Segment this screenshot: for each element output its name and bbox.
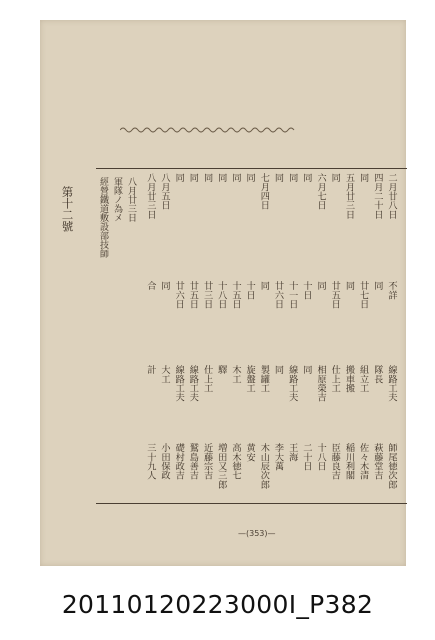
caption-2: 軍隊ノ為メ bbox=[112, 177, 122, 222]
entry-column bbox=[245, 169, 259, 503]
entry-date: 同 bbox=[329, 173, 341, 183]
entry-column bbox=[358, 169, 372, 503]
entry-column bbox=[302, 169, 316, 503]
entry-status: 同 bbox=[272, 365, 284, 375]
entry-column bbox=[217, 169, 231, 503]
entry-occupation: 組立工 bbox=[357, 365, 369, 393]
entry-column bbox=[160, 169, 174, 503]
total-label-1: 合 bbox=[144, 281, 156, 291]
entry-day: 十日 bbox=[244, 281, 256, 300]
entry-day: 十日 bbox=[300, 281, 312, 300]
entry-name: 萩藤堂吉 bbox=[371, 443, 383, 480]
entry-status: 同 bbox=[315, 281, 327, 291]
section-label: 第十二號 bbox=[60, 186, 75, 232]
entry-date: 同 bbox=[229, 173, 241, 183]
total-count: 三十九人 bbox=[144, 443, 156, 480]
entry-date: 同 bbox=[272, 173, 284, 183]
entry-date: 五月廿三日 bbox=[343, 173, 355, 219]
entry-status: 同 bbox=[343, 281, 355, 291]
entry-name: 礎村政吉 bbox=[173, 443, 185, 480]
entry-date: 六月七日 bbox=[315, 173, 327, 210]
entry-occupation: 線路工夫 bbox=[386, 365, 398, 402]
entry-date: 同 bbox=[357, 173, 369, 183]
entry-name: 木山辰次郎 bbox=[258, 443, 270, 489]
entry-date: 同 bbox=[201, 173, 213, 183]
entry-column bbox=[273, 169, 287, 503]
entry-occupation: 旋盤工 bbox=[244, 365, 256, 393]
entry-column bbox=[202, 169, 216, 503]
decorative-wavy-rule bbox=[120, 126, 298, 134]
entry-name: 臣藤良吉 bbox=[329, 443, 341, 480]
entry-date: 七月四日 bbox=[258, 173, 270, 210]
entry-date: 同 bbox=[187, 173, 199, 183]
entry-occupation: 製罐工 bbox=[258, 365, 270, 393]
entry-status: 同 bbox=[371, 281, 383, 291]
total-date: 八月廿三日 bbox=[144, 173, 156, 219]
entry-day: 廿三日 bbox=[201, 281, 213, 309]
entry-name: 稲川利閣 bbox=[343, 443, 355, 480]
total-column bbox=[146, 169, 160, 503]
entry-name: 黄安 bbox=[244, 443, 256, 462]
entry-date: 四月二十日 bbox=[371, 173, 383, 219]
entry-name: 佐々木清 bbox=[357, 443, 369, 480]
entry-column bbox=[330, 169, 344, 503]
entry-day: 廿五日 bbox=[329, 281, 341, 309]
entry-column bbox=[344, 169, 358, 503]
caption-1: 經營鐵道敷設部技師 bbox=[98, 177, 108, 258]
caption-3: 八月廿三日 bbox=[126, 177, 136, 222]
entry-day: 十八日 bbox=[315, 443, 327, 471]
entry-date: 同 bbox=[244, 173, 256, 183]
document-page bbox=[40, 20, 406, 566]
entry-day: 廿五日 bbox=[187, 281, 199, 309]
register-table bbox=[96, 168, 407, 504]
entry-column bbox=[387, 169, 401, 503]
entry-column bbox=[373, 169, 387, 503]
entry-occupation: 搬車搬 bbox=[343, 365, 355, 393]
entry-occupation: 大工 bbox=[159, 365, 171, 384]
entry-name: 李大萬 bbox=[272, 443, 284, 471]
entry-name: 相原榮吉 bbox=[315, 365, 327, 402]
entry-column bbox=[288, 169, 302, 503]
entry-name: 近藤宗吉 bbox=[201, 443, 213, 480]
entry-occupation: 仕上工 bbox=[201, 365, 213, 393]
entry-column bbox=[259, 169, 273, 503]
entry-status: 同 bbox=[300, 365, 312, 375]
entry-status: 同 bbox=[258, 281, 270, 291]
entry-date: 同 bbox=[286, 173, 298, 183]
entry-name: 増田又三郎 bbox=[215, 443, 227, 489]
entry-occupation: 線路工夫 bbox=[187, 365, 199, 402]
total-label-2: 計 bbox=[144, 365, 156, 375]
entry-date: 二月廿八日 bbox=[386, 173, 398, 219]
entry-column bbox=[188, 169, 202, 503]
entry-day: 廿七日 bbox=[357, 281, 369, 309]
entry-name: 師尾徳次郎 bbox=[386, 443, 398, 489]
entry-name: 王海 bbox=[286, 443, 298, 462]
entry-day-2: 二十日 bbox=[300, 443, 312, 471]
entry-status: 不詳 bbox=[386, 281, 398, 300]
entry-occupation: 驛 bbox=[215, 365, 227, 375]
entry-name: 鷲島善吉 bbox=[187, 443, 199, 480]
entry-occupation: 線路工夫 bbox=[286, 365, 298, 402]
entry-column bbox=[231, 169, 245, 503]
entry-occupation: 木工 bbox=[229, 365, 241, 384]
entry-occupation: 仕上工 bbox=[329, 365, 341, 393]
entry-occupation: 隊長 bbox=[371, 365, 383, 384]
entry-day: 廿六日 bbox=[272, 281, 284, 309]
entry-day: 廿六日 bbox=[173, 281, 185, 309]
entry-day: 十五日 bbox=[229, 281, 241, 309]
entry-name: 小田保政 bbox=[159, 443, 171, 480]
entry-column bbox=[316, 169, 330, 503]
entry-name: 高木徳七 bbox=[229, 443, 241, 480]
page-number: —(353)— bbox=[238, 529, 276, 538]
entry-column bbox=[174, 169, 188, 503]
entry-date: 同 bbox=[215, 173, 227, 183]
entry-columns bbox=[131, 169, 401, 503]
entry-day: 十八日 bbox=[215, 281, 227, 309]
entry-day: 十一日 bbox=[286, 281, 298, 309]
entry-occupation: 線路工夫 bbox=[173, 365, 185, 402]
entry-date: 同 bbox=[300, 173, 312, 183]
image-identifier: 20110120223000I_P382 bbox=[61, 590, 374, 619]
entry-date: 八月五日 bbox=[159, 173, 171, 210]
entry-status: 同 bbox=[159, 281, 171, 291]
entry-date: 同 bbox=[173, 173, 185, 183]
